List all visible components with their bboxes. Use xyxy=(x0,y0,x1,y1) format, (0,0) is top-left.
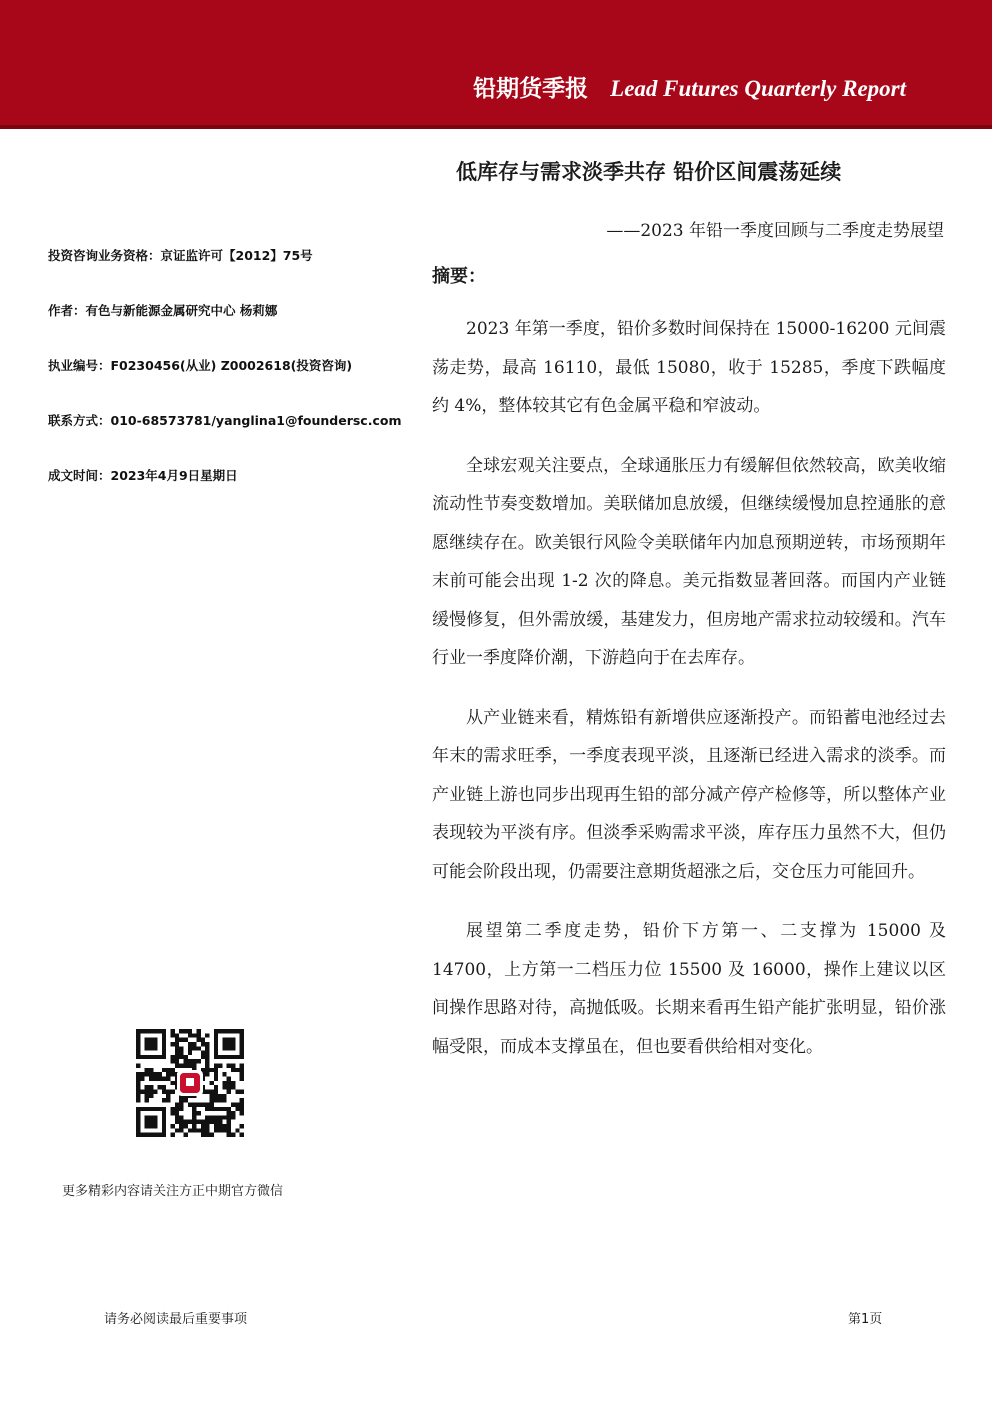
abstract-paragraph-2: 全球宏观关注要点，全球通胀压力有缓解但依然较高，欧美收缩流动性节奏变数增加。美联储加息放缓，但继续缓慢加息控通胀的意愿继续存在。欧美银行风险令美联储年内加息预期逆转，市场预期年末前可能会出现 1-2 次的降息。美元指数显著回落。而国内产业链缓慢修复，但外需放缓，基建发力，但房地产需求拉动较缓和。汽车行业一季度降价潮，下游趋向于在去库存。 xyxy=(432,455,946,668)
date-line: 成文时间：2023年4月9日星期日 xyxy=(48,468,238,483)
abstract-body xyxy=(432,310,946,1087)
report-header-banner xyxy=(0,0,992,125)
article-title: 低库存与需求淡季共存 铅价区间震荡延续 xyxy=(456,160,842,184)
header-title-en: Lead Futures Quarterly Report xyxy=(610,76,906,101)
contact-line: 联系方式：010-68573781/yanglina1@foundersc.com xyxy=(48,413,402,428)
abstract-label: 摘要： xyxy=(432,266,486,287)
article-subtitle: ——2023 年铅一季度回顾与二季度走势展望 xyxy=(606,221,944,241)
page-number: 第1页 xyxy=(848,1312,883,1327)
wechat-qr-code-icon xyxy=(136,1029,244,1137)
header-divider xyxy=(0,125,992,129)
author-info-sidebar xyxy=(48,246,408,521)
author-line: 作者：有色与新能源金属研究中心 杨莉娜 xyxy=(48,303,278,318)
qualification-line: 投资咨询业务资格：京证监许可【2012】75号 xyxy=(48,248,313,263)
qr-caption: 更多精彩内容请关注方正中期官方微信 xyxy=(62,1184,284,1199)
abstract-paragraph-1: 2023 年第一季度，铅价多数时间保持在 15000-16200 元间震荡走势，最高 16110，最低 15080，收于 15285，季度下跌幅度约 4%，整体较其它有色金属平稳和窄波动。 xyxy=(432,319,946,416)
abstract-paragraph-3: 从产业链来看，精炼铅有新增供应逐渐投产。而铅蓄电池经过去年末的需求旺季，一季度表现平淡，且逐渐已经进入需求的淡季。而产业链上游也同步出现再生铅的部分减产停产检修等，所以整体产业表现较为平淡有序。但淡季采购需求平淡，库存压力虽然不大，但仍可能会阶段出现，仍需要注意期货超涨之后，交仓压力可能回升。 xyxy=(432,707,946,882)
report-header-title xyxy=(473,70,906,103)
license-line: 执业编号：F0230456(从业) Z0002618(投资咨询) xyxy=(48,358,353,373)
header-title-cn: 铅期货季报 xyxy=(473,76,589,102)
footer-notice: 请务必阅读最后重要事项 xyxy=(104,1312,248,1327)
abstract-paragraph-4: 展望第二季度走势，铅价下方第一、二支撑为 15000 及 14700，上方第一二档压力位 15500 及 16000，操作上建议以区间操作思路对待，高抛低吸。长期来看再生铅产能扩张明显，铅价涨幅受限，而成本支撑虽在，但也要看供给相对变化。 xyxy=(432,921,946,1057)
